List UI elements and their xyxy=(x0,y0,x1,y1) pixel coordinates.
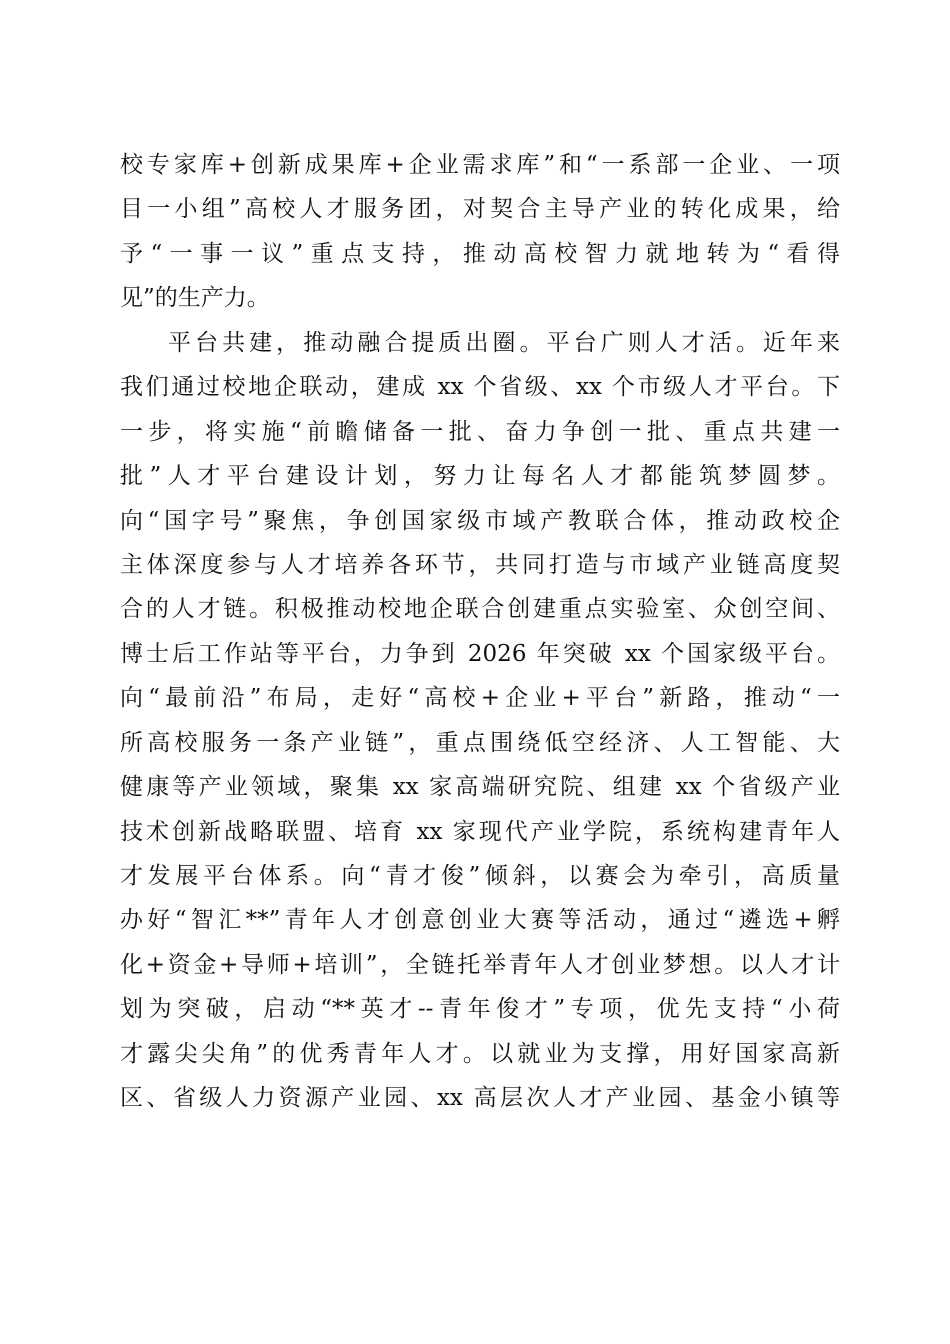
text-line: 技术创新战略联盟、培育 xx 家现代产业学院，系统构建青年人 xyxy=(120,818,840,845)
text-line: 予“一事一议”重点支持，推动高校智力就地转为“看得 xyxy=(120,240,840,267)
paragraph-talent-services xyxy=(120,143,840,321)
text-line: 我们通过校地企联动，建成 xx 个省级、xx 个市级人才平台。下 xyxy=(120,374,840,401)
text-line: 办好“智汇**”青年人才创意创业大赛等活动，通过“遴选+孵 xyxy=(120,907,840,934)
text-line: 一步，将实施“前瞻储备一批、奋力争创一批、重点共建一 xyxy=(120,418,840,445)
paragraph-platform-building xyxy=(120,321,840,1121)
text-line: 向“国字号”聚焦，争创国家级市域产教联合体，推动政校企 xyxy=(120,507,840,534)
body-text xyxy=(120,143,840,1121)
text-line: 目一小组”高校人才服务团，对契合主导产业的转化成果，给 xyxy=(120,196,840,223)
text-line: 博士后工作站等平台，力争到 2026 年突破 xx 个国家级平台。 xyxy=(120,640,840,667)
text-line: 所高校服务一条产业链”，重点围绕低空经济、人工智能、大 xyxy=(120,729,840,756)
text-line: 才露尖尖角”的优秀青年人才。以就业为支撑，用好国家高新 xyxy=(120,1040,840,1067)
text-line: 向“最前沿”布局，走好“高校+企业+平台”新路，推动“一 xyxy=(120,685,840,712)
text-line: 健康等产业领域，聚集 xx 家高端研究院、组建 xx 个省级产业 xyxy=(120,774,840,801)
text-line: 批”人才平台建设计划，努力让每名人才都能筑梦圆梦。 xyxy=(120,463,840,490)
text-line: 区、省级人力资源产业园、xx 高层次人才产业园、基金小镇等 xyxy=(120,1085,840,1112)
text-line: 化+资金+导师+培训”，全链托举青年人才创业梦想。以人才计 xyxy=(120,951,840,978)
text-line: 才发展平台体系。向“青才俊”倾斜，以赛会为牵引，高质量 xyxy=(120,863,840,889)
paragraph-heading-line: 平台共建，推动融合提质出圈。平台广则人才活。近年来 xyxy=(168,329,840,356)
text-line: 划为突破，启动“**英才--青年俊才”专项，优先支持“小荷 xyxy=(120,996,840,1023)
text-line: 见”的生产力。 xyxy=(120,285,270,312)
text-line: 主体深度参与人才培养各环节，共同打造与市域产业链高度契 xyxy=(120,551,840,578)
text-line: 合的人才链。积极推动校地企联合创建重点实验室、众创空间、 xyxy=(120,596,840,623)
text-line: 校专家库+创新成果库+企业需求库”和“一系部一企业、一项 xyxy=(120,152,840,178)
